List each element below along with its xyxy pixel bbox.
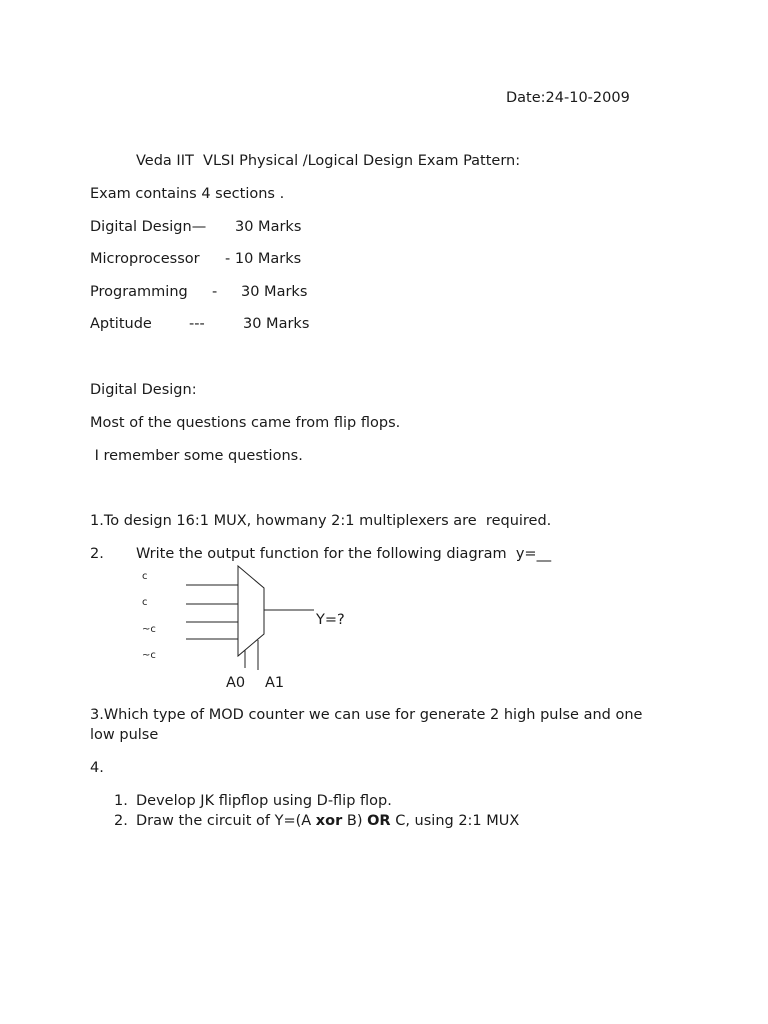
q4-item-2-text [136,812,519,830]
mux-select-label-a1: A1 [265,675,285,691]
q4-item-2-post: C, using 2:1 MUX [390,813,520,829]
intro-line: Exam contains 4 sections . [90,186,285,202]
question-2-number: 2. [90,546,104,562]
q4-item-1-text: Develop JK flipflop using D-flip flop. [136,793,392,809]
digital-heading: Digital Design: [90,382,197,398]
document-title: Veda IIT VLSI Physical /Logical Design Exam Pattern: [136,153,521,169]
section-aptitude-marks: 30 Marks [243,316,310,332]
section-aptitude-sep: --- [189,316,205,332]
section-micro-name: Microprocessor [90,251,200,267]
question-3-line-1: 3.Which type of MOD counter we can use for generate 2 high pulse and one [90,707,643,723]
question-2-text: Write the output function for the following diagram y=__ [136,546,552,562]
q4-item-1-number: 1. [114,793,128,809]
mux-input-label-2: ~c [142,624,156,635]
mux-input-label-0: c [142,571,148,582]
section-programming-name: Programming [90,284,188,300]
section-digital-name: Digital Design— [90,219,207,235]
question-3-line-2: low pulse [90,727,159,743]
q4-item-2-pre: Draw the circuit of Y=(A [136,813,316,829]
mux-body [238,566,264,656]
question-1: 1.To design 16:1 MUX, howmany 2:1 multiplexers are required. [90,513,552,529]
q4-item-2-or: OR [367,813,391,829]
q4-item-2-mid: B) [342,813,368,829]
section-aptitude-name: Aptitude [90,316,152,332]
mux-output-label: Y=? [316,612,345,628]
section-programming-marks: 30 Marks [241,284,308,300]
digital-note-1: Most of the questions came from flip flops. [90,415,401,431]
digital-note-2: I remember some questions. [90,448,303,464]
section-programming-sep: - [212,284,218,300]
q4-item-2-number: 2. [114,813,128,829]
section-digital-marks: 30 Marks [235,219,302,235]
date-line: Date:24-10-2009 [506,90,630,106]
q4-item-2-xor: xor [315,813,343,829]
section-micro-marks: - 10 Marks [225,251,302,267]
mux-select-label-a0: A0 [226,675,246,691]
mux-input-label-1: c [142,597,148,608]
question-4-number: 4. [90,760,104,776]
mux-input-label-3: ~c [142,650,156,661]
